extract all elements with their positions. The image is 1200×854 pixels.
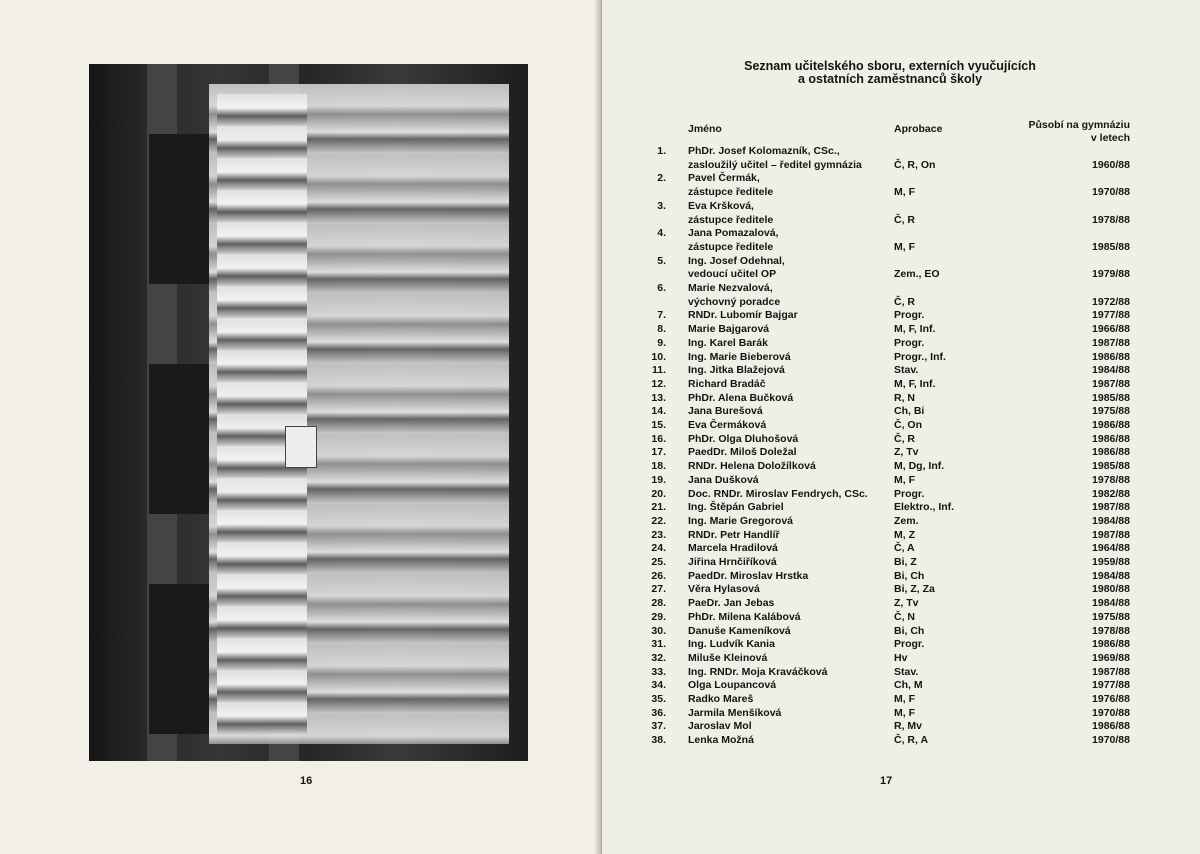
table-row (640, 200, 1130, 214)
sign-in-photo (285, 426, 317, 468)
row-number: 23. (651, 528, 666, 541)
row-number: 37. (651, 720, 666, 733)
staff-years: 1972/88 (1092, 295, 1130, 308)
staff-aprobace: Progr. (894, 487, 925, 500)
staff-aprobace: Č, R, A (894, 734, 929, 747)
table-row (640, 542, 1130, 556)
staff-aprobace: Hv (894, 651, 908, 664)
staff-years: 1975/88 (1092, 405, 1130, 418)
table-row (640, 405, 1130, 419)
row-number: 29. (651, 610, 666, 623)
staff-aprobace: Č, A (894, 542, 915, 555)
staff-aprobace: M, F (894, 473, 915, 486)
staff-years: 1984/88 (1092, 514, 1130, 527)
staff-name: PaedDr. Miloš Doležal (688, 446, 797, 459)
staff-years: 1984/88 (1092, 569, 1130, 582)
staff-years: 1986/88 (1092, 446, 1130, 459)
staff-aprobace: R, N (894, 391, 915, 404)
staff-years: 1978/88 (1092, 624, 1130, 637)
header-aprobace: Aprobace (894, 123, 943, 135)
staff-name: Lenka Možná (688, 734, 754, 747)
staff-aprobace: R, Mv (894, 720, 923, 733)
staff-years: 1987/88 (1092, 665, 1130, 678)
staff-years: 1987/88 (1092, 336, 1130, 349)
row-number: 9. (657, 336, 666, 349)
staff-name: RNDr. Petr Handlíř (688, 528, 780, 541)
row-number: 6. (657, 282, 666, 294)
staff-aprobace: Progr. (894, 336, 925, 349)
staff-name: PhDr. Milena Kalábová (688, 610, 801, 623)
table-row-continuation (640, 296, 1130, 310)
staff-aprobace: Progr. (894, 638, 925, 651)
row-number: 22. (651, 514, 666, 527)
table-row (640, 446, 1130, 460)
staff-name: Ing. Marie Bieberová (688, 350, 791, 363)
staff-name: Jaroslav Mol (688, 720, 752, 733)
staff-name: RNDr. Helena Doložílková (688, 460, 816, 473)
table-row (640, 474, 1130, 488)
staff-aprobace: Bi, Ch (894, 569, 925, 582)
staff-aprobace: M, Dg, Inf. (894, 460, 945, 473)
row-number: 33. (651, 665, 666, 678)
table-row (640, 501, 1130, 515)
staff-aprobace: Stav. (894, 665, 919, 678)
staff-name: PaeDr. Jan Jebas (688, 597, 775, 610)
staff-aprobace: Č, N (894, 610, 915, 623)
staff-name: PhDr. Olga Dluhošová (688, 432, 799, 445)
row-number: 15. (651, 419, 666, 431)
staff-name: PhDr. Josef Kolomazník, CSc., (688, 145, 840, 157)
staff-years: 1978/88 (1092, 473, 1130, 486)
staff-aprobace: Progr. (894, 309, 925, 322)
staff-name: Marie Bajgarová (688, 323, 770, 336)
staff-years: 1985/88 (1092, 240, 1130, 253)
staff-aprobace: M, F (894, 706, 915, 719)
table-row (640, 255, 1130, 269)
staff-aprobace: Elektro., Inf. (894, 501, 955, 514)
table-row (640, 625, 1130, 639)
staff-aprobace: Č, R (894, 295, 915, 308)
staff-aprobace: Bi, Ch (894, 624, 925, 637)
row-number: 2. (657, 172, 666, 185)
staff-name: Marcela Hradilová (688, 542, 778, 555)
staff-aprobace: Zem., EO (894, 268, 940, 281)
table-row (640, 419, 1130, 433)
staff-role: zasloužilý učitel – ředitel gymnázia (688, 158, 862, 171)
staff-name: Ing. Josef Odehnal, (688, 254, 785, 267)
staff-aprobace: Ch, Bi (894, 405, 925, 418)
table-row (640, 351, 1130, 365)
table-row (640, 611, 1130, 625)
staff-years: 1964/88 (1092, 542, 1130, 555)
table-row (640, 323, 1130, 337)
row-number: 13. (651, 391, 666, 404)
staff-name: Miluše Kleinová (688, 651, 768, 664)
row-number: 35. (651, 693, 666, 705)
table-row (640, 529, 1130, 543)
staff-role: zástupce ředitele (688, 240, 774, 253)
staff-years: 1987/88 (1092, 501, 1130, 514)
page-number-right: 17 (880, 775, 893, 787)
row-number: 11. (651, 364, 666, 377)
staff-name: Ing. RNDr. Moja Kraváčková (688, 665, 828, 678)
table-row (640, 488, 1130, 502)
staff-name: Jarmila Menšíková (688, 706, 782, 719)
staff-name: Richard Bradáč (688, 377, 766, 390)
title-line-1: Seznam učitelského sboru, externích vyučujících (744, 59, 1036, 73)
row-number: 34. (651, 679, 666, 692)
staff-years: 1970/88 (1092, 186, 1130, 199)
table-row (640, 364, 1130, 378)
table-row (640, 515, 1130, 529)
staff-name: Ing. Jitka Blažejová (688, 364, 785, 377)
row-number: 27. (651, 583, 666, 596)
staff-aprobace: M, Z (894, 528, 915, 541)
staff-role: vedoucí učitel OP (688, 268, 777, 281)
row-number: 1. (657, 145, 666, 157)
staff-name: Eva Čermáková (688, 419, 767, 431)
staff-years: 1987/88 (1092, 528, 1130, 541)
staff-years: 1986/88 (1092, 720, 1130, 733)
staff-name: RNDr. Lubomír Bajgar (688, 309, 798, 322)
table-row (640, 378, 1130, 392)
page-title (710, 60, 1070, 86)
staff-name: Ing. Štěpán Gabriel (688, 501, 784, 514)
row-number: 8. (657, 323, 666, 336)
staff-name: Jana Burešová (688, 405, 763, 418)
table-row (640, 556, 1130, 570)
staff-years: 1976/88 (1092, 693, 1130, 705)
staff-name: Eva Kršková, (688, 199, 754, 212)
row-number: 32. (651, 651, 666, 664)
row-number: 24. (651, 542, 666, 555)
staff-years: 1984/88 (1092, 364, 1130, 377)
table-row (640, 720, 1130, 734)
staff-aprobace: Č, R (894, 213, 915, 226)
row-number: 26. (651, 569, 666, 582)
staff-years: 1979/88 (1092, 268, 1130, 281)
staff-years: 1985/88 (1092, 391, 1130, 404)
staff-years: 1986/88 (1092, 419, 1130, 431)
row-number: 12. (651, 377, 666, 390)
row-number: 18. (651, 460, 666, 473)
staff-years: 1975/88 (1092, 610, 1130, 623)
table-row (640, 570, 1130, 584)
table-row (640, 597, 1130, 611)
table-row-continuation (640, 241, 1130, 255)
staff-name: Jiřina Hrnčiříková (688, 556, 777, 568)
table-row (640, 652, 1130, 666)
row-number: 10. (651, 350, 666, 363)
row-number: 25. (651, 556, 666, 568)
staff-name: Radko Mareš (688, 693, 754, 705)
staff-years: 1970/88 (1092, 734, 1130, 747)
staff-name: PaedDr. Miroslav Hrstka (688, 569, 809, 582)
table-row (640, 583, 1130, 597)
table-row (640, 309, 1130, 323)
staff-name: Pavel Čermák, (688, 172, 760, 185)
table-row (640, 693, 1130, 707)
staff-aprobace: Č, R, On (894, 158, 936, 171)
staff-aprobace: M, F, Inf. (894, 377, 936, 390)
table-row (640, 734, 1130, 748)
staff-years: 1985/88 (1092, 460, 1130, 473)
staff-name: Věra Hylasová (688, 583, 760, 596)
table-row (640, 145, 1130, 159)
header-years (990, 119, 1130, 145)
table-row (640, 172, 1130, 186)
page-number-left: 16 (300, 775, 313, 787)
table-row-continuation (640, 268, 1130, 282)
staff-aprobace: M, F, Inf. (894, 323, 936, 336)
staff-name: Danuše Kameníková (688, 624, 791, 637)
staff-role: výchovný poradce (688, 295, 781, 308)
header-years-line2: v letech (1090, 132, 1130, 144)
staff-role: zástupce ředitele (688, 213, 774, 226)
table-row (640, 227, 1130, 241)
row-number: 38. (651, 734, 666, 747)
row-number: 5. (657, 254, 666, 267)
staff-name: Jana Dušková (688, 473, 759, 486)
staff-years: 1970/88 (1092, 706, 1130, 719)
header-name: Jméno (688, 123, 722, 135)
title-line-2: a ostatních zaměstnanců školy (797, 72, 983, 86)
staff-name: Doc. RNDr. Miroslav Fendrych, CSc. (688, 487, 868, 500)
staff-years: 1986/88 (1092, 432, 1130, 445)
staff-aprobace: Z, Tv (894, 446, 919, 459)
staff-aprobace: Bi, Z, Za (894, 583, 935, 596)
staff-years: 1982/88 (1092, 487, 1130, 500)
staff-aprobace: Progr., Inf. (894, 350, 946, 363)
staff-aprobace: Ch, M (894, 679, 923, 692)
staff-name: Jana Pomazalová, (688, 227, 779, 240)
row-number: 20. (651, 487, 666, 500)
row-number: 17. (651, 446, 666, 459)
row-number: 14. (651, 405, 666, 418)
table-row (640, 666, 1130, 680)
table-row-continuation (640, 214, 1130, 228)
row-number: 16. (651, 432, 666, 445)
staff-aprobace: Z, Tv (894, 597, 919, 610)
staff-aprobace: Č, R (894, 432, 915, 445)
table-row (640, 392, 1130, 406)
staff-aprobace: Č, On (894, 419, 922, 431)
staff-years: 1984/88 (1092, 597, 1130, 610)
staff-aprobace: M, F (894, 186, 915, 199)
staff-aprobace: M, F (894, 693, 915, 705)
staff-name: Olga Loupancová (688, 679, 777, 692)
table-row (640, 460, 1130, 474)
staff-aprobace: Stav. (894, 364, 919, 377)
table-row-continuation (640, 186, 1130, 200)
row-number: 19. (651, 473, 666, 486)
table-row-continuation (640, 159, 1130, 173)
staff-years: 1966/88 (1092, 323, 1130, 336)
staff-role: zástupce ředitele (688, 186, 774, 199)
table-row (640, 638, 1130, 652)
staff-years: 1978/88 (1092, 213, 1130, 226)
staff-years: 1986/88 (1092, 638, 1130, 651)
table-row (640, 337, 1130, 351)
staff-aprobace: Zem. (894, 514, 919, 527)
staff-years: 1986/88 (1092, 350, 1130, 363)
table-row (640, 707, 1130, 721)
header-years-line1: Působí na gymnáziu (1028, 119, 1130, 131)
staff-name: Ing. Karel Barák (688, 336, 768, 349)
row-number: 3. (657, 199, 666, 212)
row-number: 21. (651, 501, 666, 514)
staff-years: 1959/88 (1092, 556, 1130, 568)
staff-aprobace: M, F (894, 240, 915, 253)
staff-years: 1977/88 (1092, 679, 1130, 692)
table-row (640, 282, 1130, 296)
staff-years: 1987/88 (1092, 377, 1130, 390)
staff-years: 1980/88 (1092, 583, 1130, 596)
row-number: 36. (651, 706, 666, 719)
staff-aprobace: Bi, Z (894, 556, 917, 568)
staff-name: Marie Nezvalová, (688, 282, 773, 294)
staff-name: Ing. Marie Gregorová (688, 514, 794, 527)
row-number: 28. (651, 597, 666, 610)
row-number: 4. (657, 227, 666, 240)
group-photo (89, 64, 528, 761)
row-number: 31. (651, 638, 666, 651)
staff-years: 1969/88 (1092, 651, 1130, 664)
staff-name: PhDr. Alena Bučková (688, 391, 794, 404)
staff-name: Ing. Ludvík Kania (688, 638, 775, 651)
table-row (640, 433, 1130, 447)
row-number: 30. (651, 624, 666, 637)
staff-years: 1977/88 (1092, 309, 1130, 322)
row-number: 7. (657, 309, 666, 322)
table-row (640, 679, 1130, 693)
staff-years: 1960/88 (1092, 158, 1130, 171)
